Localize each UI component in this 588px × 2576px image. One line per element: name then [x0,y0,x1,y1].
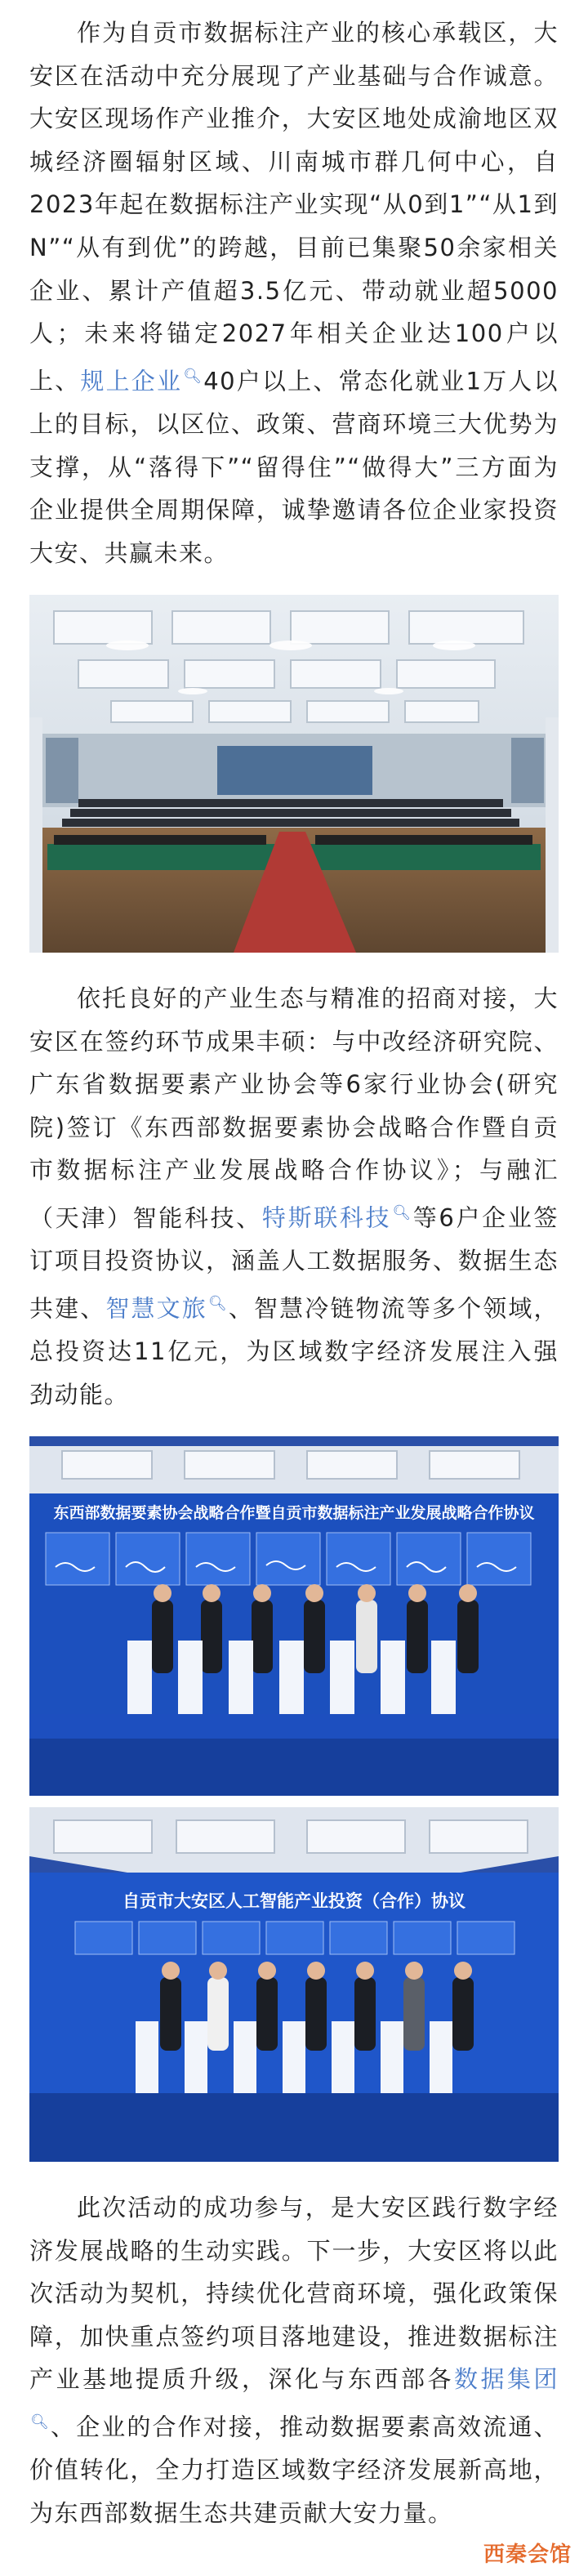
paragraph-text: 、企业的合作对接，推动数据要素高效流通、价值转化，全力打造区域数字经济发展新高地，为东西部数据生态共建贡献大安力量。 [29,2413,559,2527]
magnifier-icon: 🔍︎ [392,1203,413,1221]
paragraph-industry-intro [29,11,559,574]
signing-ceremony-photo-2 [29,1807,559,2162]
magnifier-icon: 🔍︎ [183,367,204,385]
link-scale-enterprise[interactable]: 规上企业 [80,367,183,395]
paragraph-text: 等6户企业签订项目投资协议，涵盖人工数据服务、数据生态共建、 [29,1203,559,1323]
banner-title-1: 东西部数据要素协会战略合作暨自贡市数据标注产业发展战略合作协议 [53,1504,535,1522]
link-data-group[interactable]: 数据集团 [453,2365,559,2394]
link-terminus-tech[interactable]: 特斯联科技 [261,1203,392,1232]
paragraph-text: 、智慧冷链物流等多个领域，总投资达11亿元，为区域数字经济发展注入强劲动能。 [29,1294,559,1409]
paragraph-signing-results [29,977,559,1416]
signing-ceremony-photo-1 [29,1436,559,1796]
paragraph-text: 作为自贡市数据标注产业的核心承载区，大安区在活动中充分展现了产业基础与合作诚意。大安区现场作产业推介，大安区地处成渝地区双城经济圈辐射区域、川南城市群几何中心，自2023年起在数据标注产业实现“从0到1”“从1到N”“从有到优”的跨越，目前已集聚50余家相关企业、累计产值超3.5亿元、带动就业超5000人；未来将锚定2027年相关企业达100户以上、 [29,19,559,395]
banner-title-2: 自贡市大安区人工智能产业投资（合作）协议 [122,1891,466,1911]
conference-hall-photo [29,595,559,953]
paragraph-next-steps [29,2186,559,2534]
paragraph-text: 依托良好的产业生态与精准的招商对接，大安区在签约环节成果丰硕：与中改经济研究院、广东省数据要素产业协会等6家行业协会(研究院)签订《东西部数据要素协会战略合作暨自贡市数据标注产业发展战略合作协议》；与融汇（天津）智能科技、 [29,984,559,1232]
site-watermark-logo: 西秦会馆 [479,2536,577,2569]
paragraph-text: 此次活动的成功参与，是大安区践行数字经济发展战略的生动实践。下一步，大安区将以此次活动为契机，持续优化营商环境，强化政策保障，加快重点签约项目落地建设，推进数据标注产业基地提质升级，深化与东西部各 [29,2194,559,2394]
magnifier-icon: 🔍︎ [207,1294,229,1312]
magnifier-icon: 🔍︎ [30,2413,51,2431]
link-smart-tourism[interactable]: 智慧文旅 [105,1294,207,1323]
paragraph-text: 40户以上、常态化就业1万人以上的目标，以区位、政策、营商环境三大优势为支撑，从“落得下”“留得住”“做得大”三方面为企业提供全周期保障，诚挚邀请各位企业家投资大安、共赢未来。 [29,367,559,567]
